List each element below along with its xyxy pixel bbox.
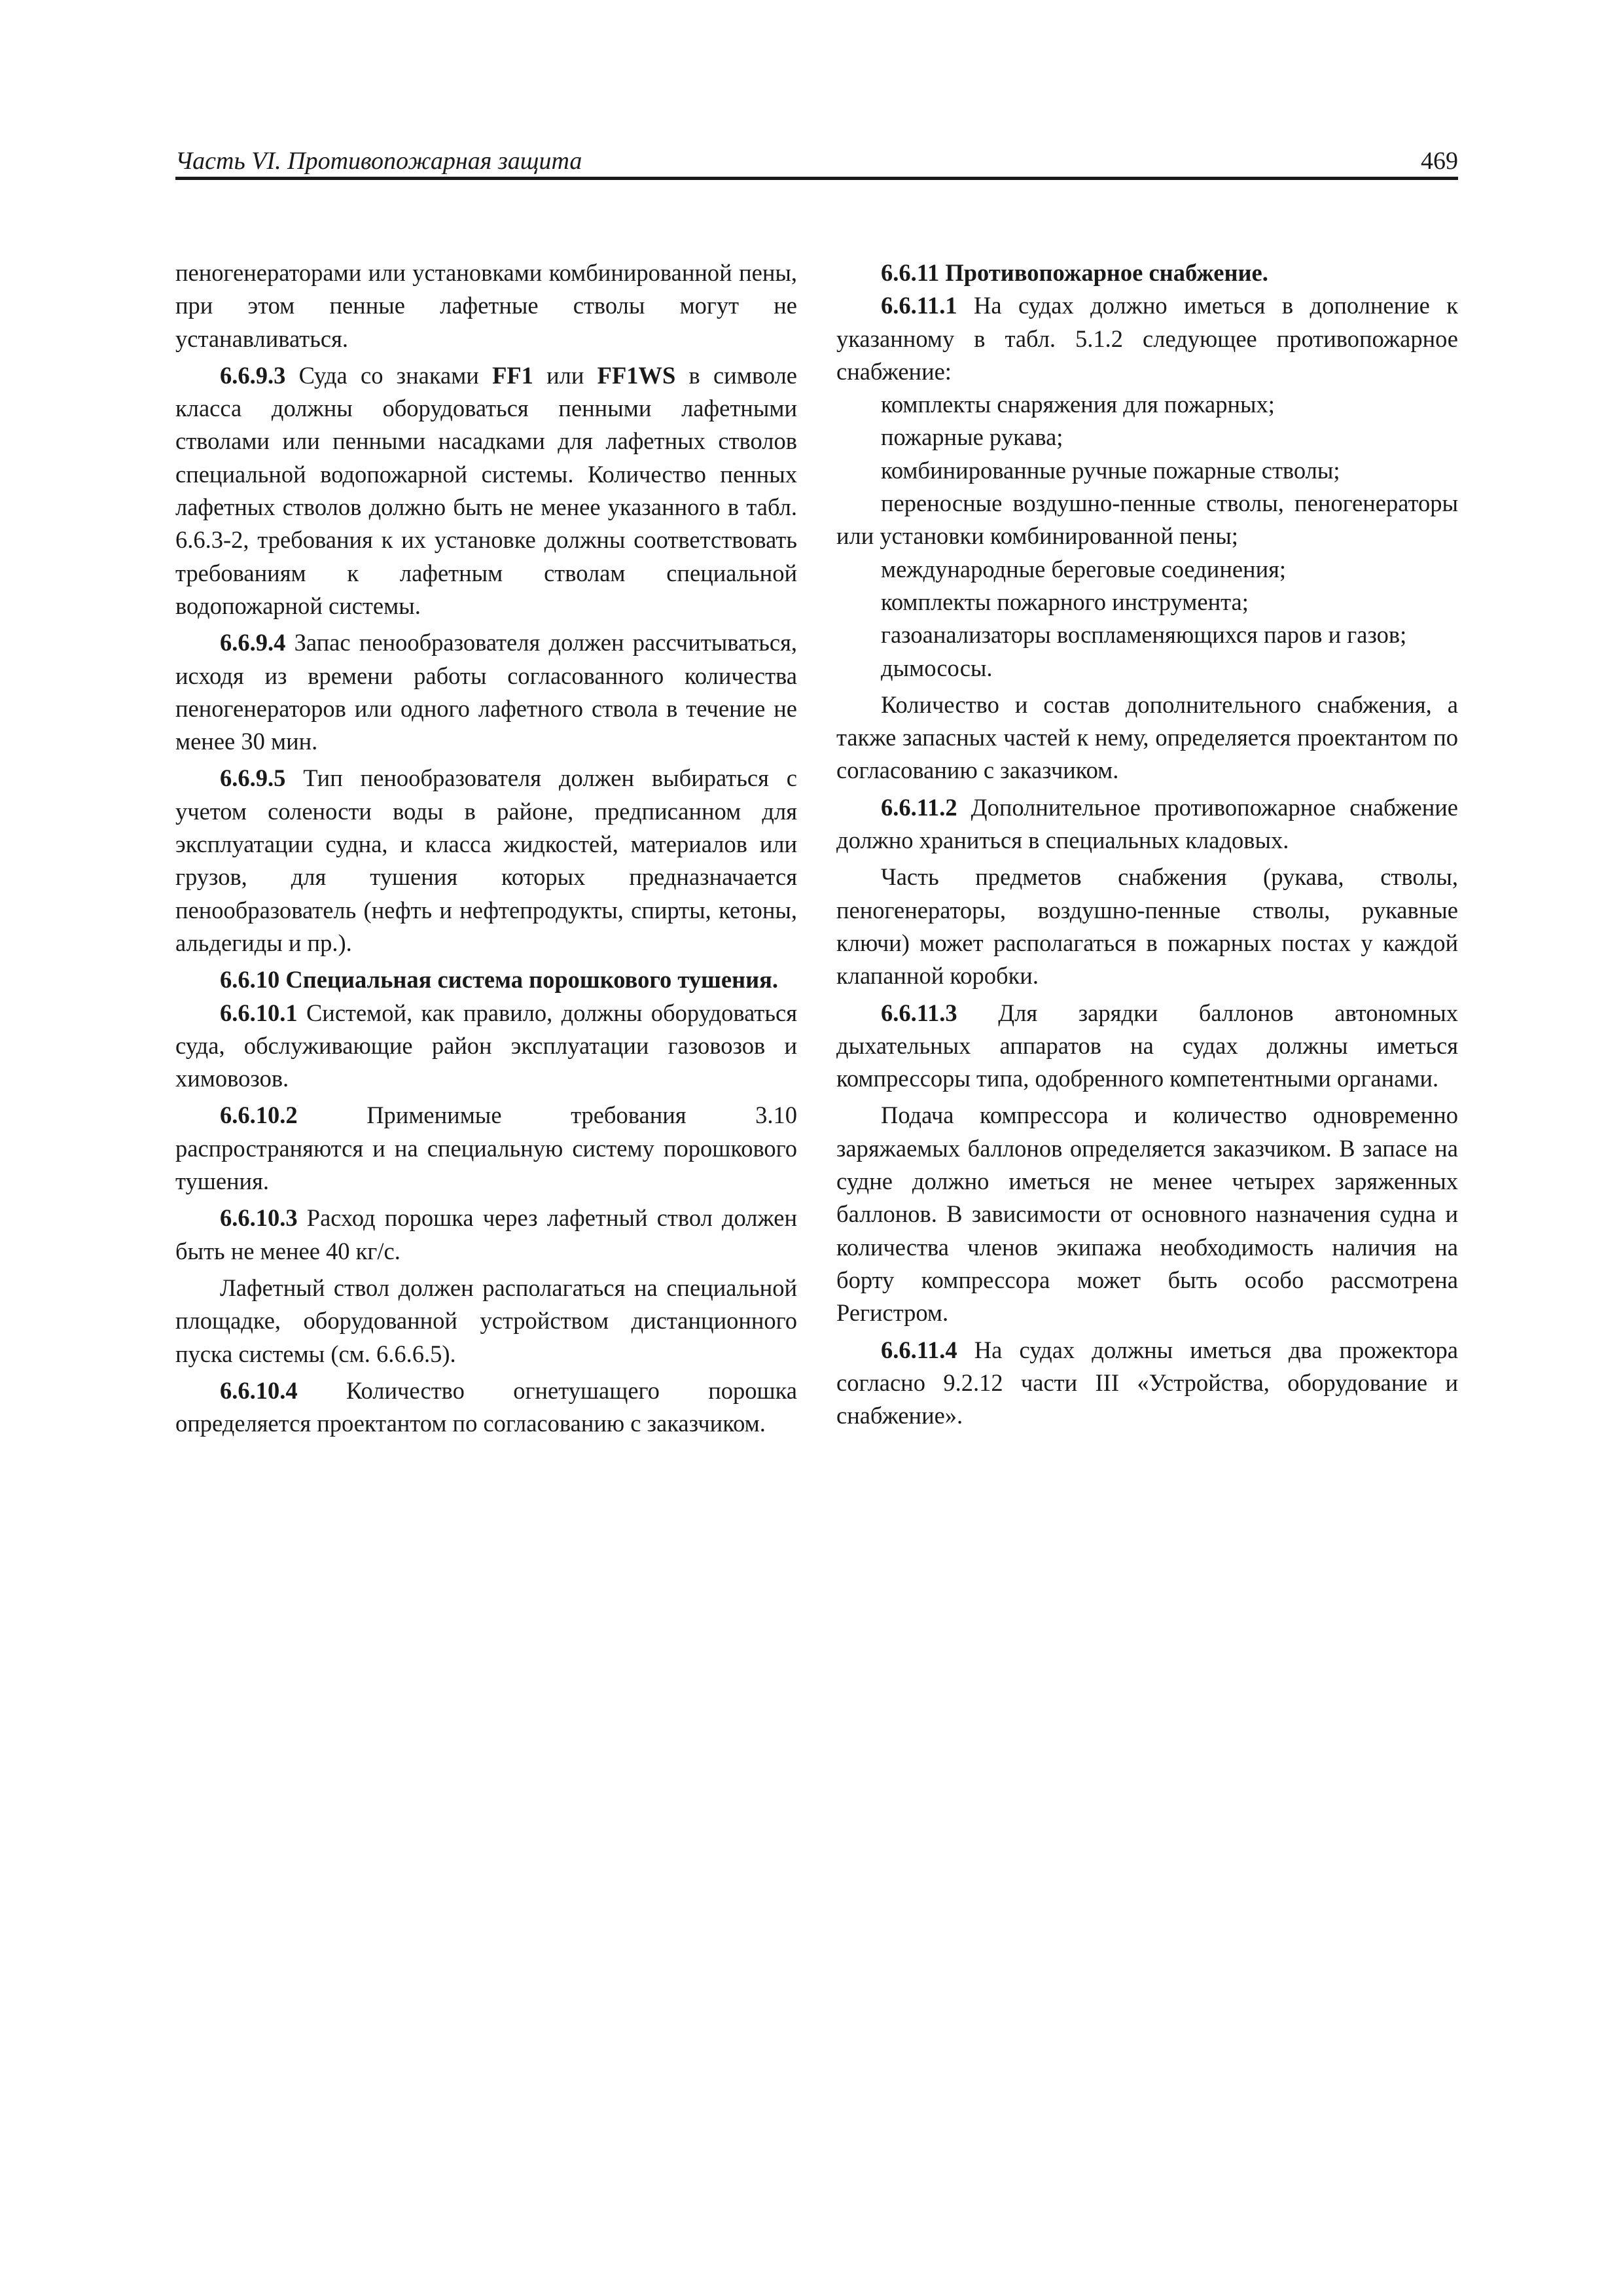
paragraph-6-6-10-3 [175,1202,797,1268]
clause-number: 6.6.11.3 [881,999,957,1026]
class-mark-ff1ws: FF1WS [597,361,676,389]
paragraph-6-6-11-3 [836,997,1458,1096]
paragraph-text: Суда со знаками [285,361,493,389]
paragraph: Лафетный ствол должен располагаться на специальной площадке, оборудованной устройством дистанционного пуска системы (см. 6.6.6.5). [175,1274,797,1367]
section-heading-6-6-11: 6.6.11 Противопожарное снабжение. [881,259,1268,286]
paragraph-6-6-9-5 [175,762,797,960]
list-item: пожарные рукава; [881,423,1063,451]
paragraph-text: Системой, как правило, должны оборудоваться суда, обслуживающие район эксплуатации газовозов и химовозов. [175,999,797,1092]
page-number: 469 [1421,147,1458,175]
section-heading-6-6-10: 6.6.10 Специальная система порошкового тушения. [220,966,779,994]
class-mark-ff1: FF1 [492,361,533,389]
list-item: газоанализаторы воспламеняющихся паров и газов; [881,621,1407,649]
paragraph-6-6-10-1 [175,997,797,1096]
clause-number: 6.6.10.4 [220,1376,298,1404]
list-item: комбинированные ручные пожарные стволы; [881,456,1340,484]
paragraph-6-6-9-4 [175,626,797,758]
paragraph-6-6-9-3 [175,359,797,622]
clause-number: 6.6.11.4 [881,1336,957,1363]
clause-number: 6.6.11.1 [881,292,957,319]
list-item: дымососы. [881,654,993,681]
paragraph-text: Количество огнетушащего порошка определяется проектантом по согласованию с заказчиком. [175,1376,797,1437]
clause-number: 6.6.10.3 [220,1204,298,1232]
paragraph-text: Для зарядки баллонов автономных дыхательных аппаратов на судах должны иметься компрессоры типа, одобренного компетентными органами. [836,999,1458,1092]
list-item: комплекты снаряжения для пожарных; [881,391,1275,418]
paragraph-6-6-11-2 [836,791,1458,857]
paragraph-text: Запас пенообразователя должен рассчитываться, исходя из времени работы согласованного количества пеногенераторов или одного лафетного ствола в течение не менее 30 мин. [175,629,797,755]
paragraph: Часть предметов снабжения (рукава, стволы, пеногенераторы, воздушно-пенные стволы, рукавные ключи) может располагаться в пожарных постах у каждой клапанной коробки. [836,863,1458,990]
left-column [175,257,797,1440]
clause-number: 6.6.10.1 [220,999,298,1026]
header-title: Часть VI. Противопожарная защита [175,147,582,175]
list-item: комплекты пожарного инструмента; [881,588,1249,615]
paragraph-6-6-11-1 [836,289,1458,388]
paragraph-text: Расход порошка через лафетный ствол должен быть не менее 40 кг/с. [175,1204,797,1265]
paragraph: пеногенераторами или установками комбинированной пены, при этом пенные лафетные стволы могут не устанавливаться. [175,259,797,352]
clause-number: 6.6.9.3 [220,361,286,389]
paragraph-text: Применимые требования 3.10 распространяются и на специальную систему порошкового тушения. [175,1102,797,1195]
paragraph-6-6-10-4 [175,1374,797,1441]
paragraph-text: Дополнительное противопожарное снабжение должно храниться в специальных кладовых. [836,793,1458,854]
list-item: международные береговые соединения; [881,555,1287,583]
clause-number: 6.6.11.2 [881,793,957,821]
paragraph: Количество и состав дополнительного снабжения, а также запасных частей к нему, определяется проектантом по согласованию с заказчиком. [836,691,1458,784]
paragraph-6-6-10-2 [175,1099,797,1198]
list-item: переносные воздушно-пенные стволы, пеногенераторы или установки комбинированной пены; [836,490,1458,550]
paragraph-text: Тип пенообразователя должен выбираться с учетом солености воды в районе, предписанном для эксплуатации судна, и класса жидкостей, материалов или грузов, для тушения которых предназначается пенообразователь (нефть и нефтепродукты, спирты, кетоны, альдегиды и пр.). [175,764,797,956]
clause-number: 6.6.9.4 [220,629,286,656]
paragraph-6-6-11-4 [836,1334,1458,1433]
paragraph-text: или [533,361,597,389]
paragraph: Подача компрессора и количество одновременно заряжаемых баллонов определяется заказчиком. В запасе на судне должно иметься не менее четырех заряженных баллонов. В зависимости от основного назначения судна и количества членов экипажа необходимость наличия на борту компрессора может быть особо рассмотрена Регистром. [836,1102,1458,1327]
paragraph-text: На судах должно иметься в дополнение к указанному в табл. 5.1.2 следующее противопожарное снабжение: [836,292,1458,385]
header-rule [175,177,1458,180]
clause-number: 6.6.10.2 [220,1102,298,1129]
clause-number: 6.6.9.5 [220,764,286,792]
right-column [836,257,1458,1432]
running-header [175,143,1458,179]
paragraph-text: На судах должны иметься два прожектора согласно 9.2.12 части III «Устройства, оборудование и снабжение». [836,1336,1458,1429]
paragraph-text: в символе класса должны оборудоваться пенными лафетными стволами или пенными насадками для лафетных стволов специальной водопожарной системы. Количество пенных лафетных стволов должно быть не менее указанного в табл. 6.6.3-2, требования к их установке должны соответствовать требованиям к лафетным стволам специальной водопожарной системы. [175,361,798,619]
